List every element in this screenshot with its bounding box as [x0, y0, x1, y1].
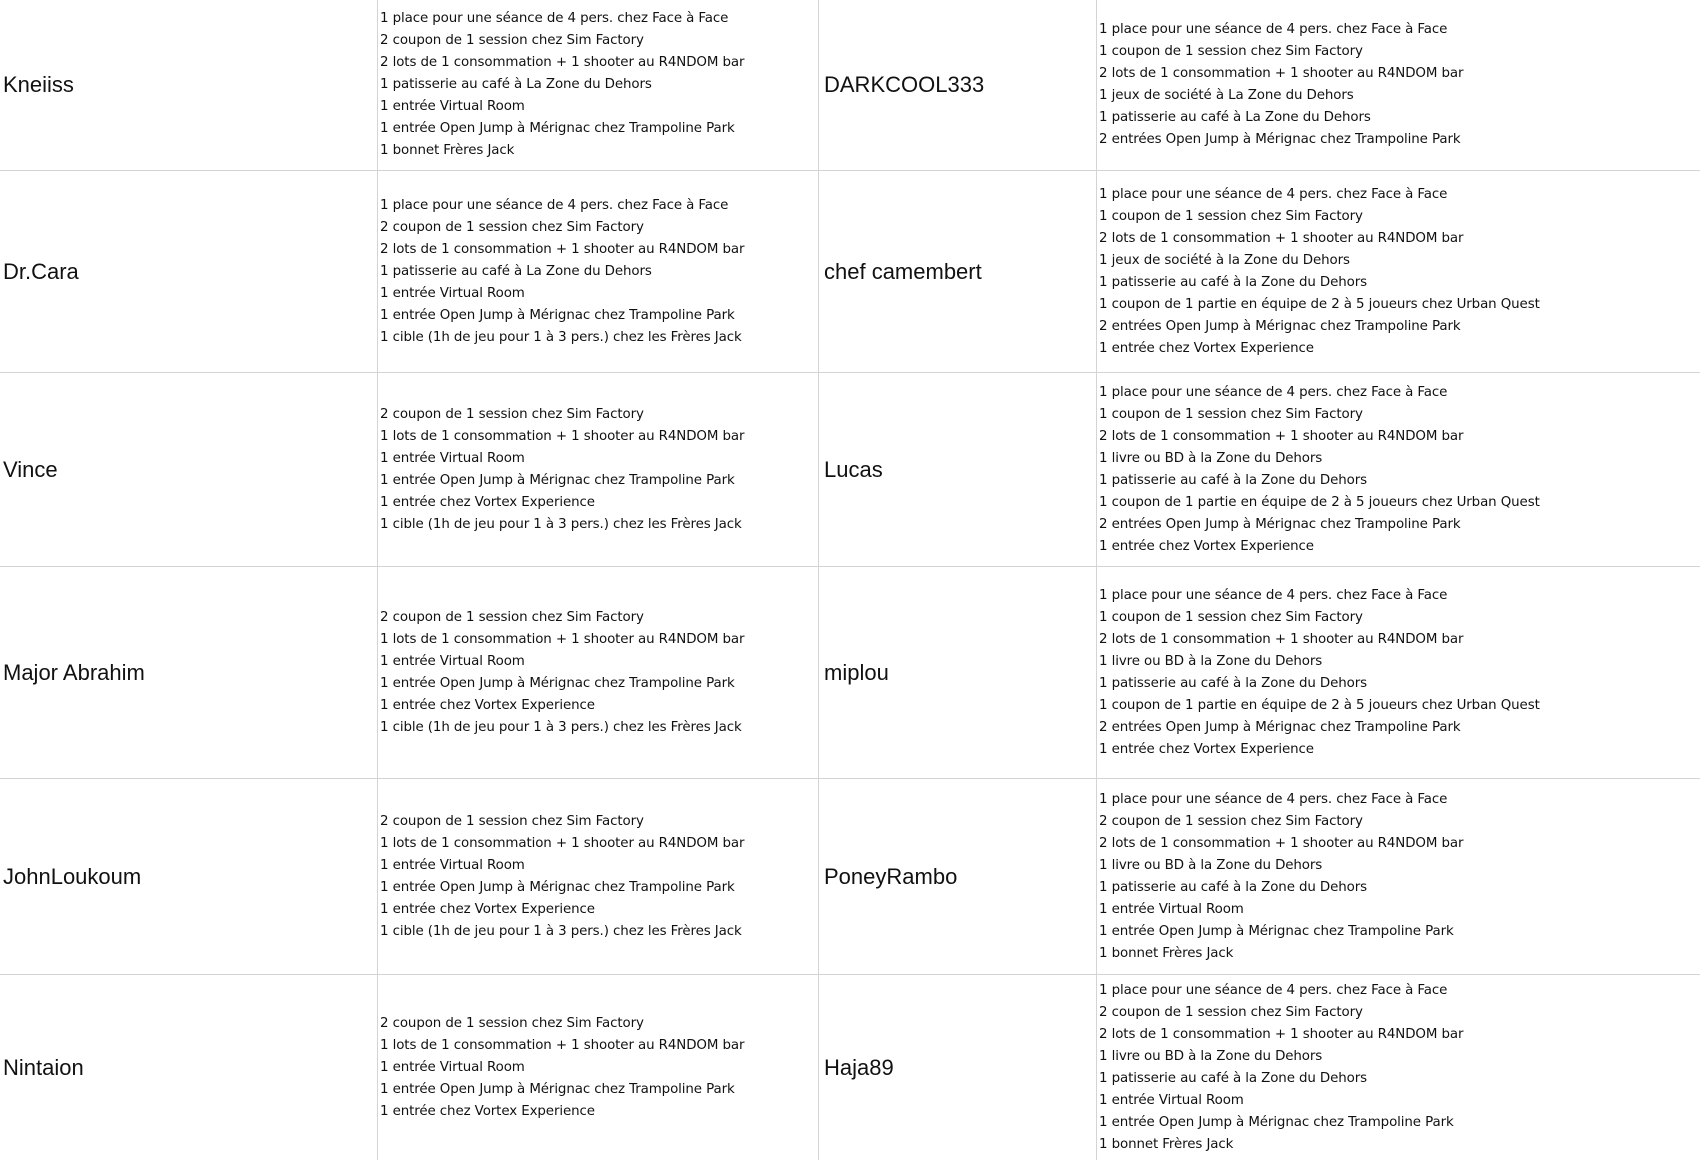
prize-item: 1 livre ou BD à la Zone du Dehors — [1099, 1048, 1323, 1064]
column-divider — [818, 779, 819, 974]
prize-item: 1 entrée Virtual Room — [380, 1059, 525, 1075]
prize-list — [1099, 19, 1463, 151]
prize-item: 1 entrée Virtual Room — [1099, 1092, 1244, 1108]
prize-item: 1 entrée Virtual Room — [380, 857, 525, 873]
prize-item: 1 patisserie au café à la Zone du Dehors — [1099, 879, 1368, 895]
prize-item: 1 lots de 1 consommation + 1 shooter au R4NDOM bar — [380, 1037, 745, 1053]
prize-item: 1 patisserie au café à La Zone du Dehors — [1099, 110, 1371, 125]
prize-item: 1 cible (1h de jeu pour 1 à 3 pers.) chez les Frères Jack — [380, 516, 742, 532]
prize-item: 1 coupon de 1 session chez Sim Factory — [1099, 208, 1363, 224]
prize-item: 2 lots de 1 consommation + 1 shooter au R4NDOM bar — [1099, 835, 1464, 851]
prize-item: 1 entrée chez Vortex Experience — [380, 697, 595, 713]
column-divider — [377, 975, 378, 1160]
prize-item: 1 coupon de 1 session chez Sim Factory — [1099, 609, 1363, 625]
prize-item: 1 patisserie au café à la Zone du Dehors — [1099, 1070, 1368, 1086]
player-name: JohnLoukoum — [3, 863, 142, 889]
column-divider — [818, 975, 819, 1160]
prize-list — [1099, 184, 1540, 360]
column-divider — [1096, 779, 1097, 974]
prize-item: 1 place pour une séance de 4 pers. chez Face à Face — [380, 11, 729, 26]
column-divider — [1096, 373, 1097, 566]
prize-item: 1 patisserie au café à La Zone du Dehors — [380, 77, 652, 92]
prize-item: 1 entrée chez Vortex Experience — [1099, 340, 1314, 356]
table-row — [0, 171, 1700, 373]
prize-item: 2 lots de 1 consommation + 1 shooter au R4NDOM bar — [1099, 230, 1464, 246]
column-divider — [1096, 975, 1097, 1160]
prize-item: 2 lots de 1 consommation + 1 shooter au R4NDOM bar — [1099, 428, 1464, 444]
prize-list — [380, 607, 744, 739]
player-name: Vince — [3, 456, 58, 482]
left-prizes-cell — [380, 975, 815, 1160]
table-row — [0, 0, 1700, 171]
prize-list — [380, 811, 744, 943]
left-name-cell — [3, 0, 373, 170]
left-prizes-cell — [380, 171, 815, 372]
column-divider — [1096, 171, 1097, 372]
player-name: Dr.Cara — [3, 258, 79, 284]
column-divider — [1096, 567, 1097, 778]
prize-item: 1 cible (1h de jeu pour 1 à 3 pers.) chez les Frères Jack — [380, 329, 742, 345]
prize-item: 1 patisserie au café à la Zone du Dehors — [1099, 675, 1368, 691]
right-name-cell — [824, 567, 1094, 778]
prize-item: 1 jeux de société à la Zone du Dehors — [1099, 252, 1350, 268]
player-name: Major Abrahim — [3, 659, 145, 685]
prize-item: 1 entrée chez Vortex Experience — [380, 1103, 595, 1119]
prize-item: 1 entrée Virtual Room — [380, 653, 525, 669]
table-row — [0, 567, 1700, 779]
player-name: Lucas — [824, 456, 883, 482]
prize-item: 1 entrée Open Jump à Mérignac chez Trampoline Park — [380, 1081, 735, 1097]
prize-item: 2 lots de 1 consommation + 1 shooter au R4NDOM bar — [380, 241, 745, 257]
prize-list — [380, 8, 744, 162]
right-prizes-cell — [1099, 567, 1700, 778]
prize-item: 1 place pour une séance de 4 pers. chez Face à Face — [1099, 587, 1448, 603]
right-prizes-cell — [1099, 779, 1700, 974]
prize-item: 2 coupon de 1 session chez Sim Factory — [380, 813, 644, 829]
prize-item: 1 patisserie au café à la Zone du Dehors — [1099, 274, 1368, 290]
prize-item: 2 coupon de 1 session chez Sim Factory — [380, 219, 644, 235]
prize-list — [380, 1013, 744, 1123]
prize-item: 1 entrée Virtual Room — [380, 450, 525, 466]
prize-item: 1 coupon de 1 partie en équipe de 2 à 5 joueurs chez Urban Quest — [1099, 494, 1540, 510]
prize-item: 2 entrées Open Jump à Mérignac chez Trampoline Park — [1099, 318, 1461, 334]
prize-item: 2 lots de 1 consommation + 1 shooter au R4NDOM bar — [1099, 1026, 1464, 1042]
player-name: Nintaion — [3, 1054, 84, 1080]
table-row — [0, 975, 1700, 1160]
column-divider — [377, 171, 378, 372]
right-name-cell — [824, 0, 1094, 170]
prize-list — [1099, 585, 1540, 761]
prize-item: 1 entrée Open Jump à Mérignac chez Trampoline Park — [380, 307, 735, 323]
prize-item: 1 place pour une séance de 4 pers. chez Face à Face — [1099, 982, 1448, 998]
prize-item: 1 jeux de société à La Zone du Dehors — [1099, 88, 1354, 103]
prize-item: 1 entrée Virtual Room — [380, 99, 525, 114]
table-row — [0, 779, 1700, 975]
prize-item: 2 entrées Open Jump à Mérignac chez Trampoline Park — [1099, 719, 1461, 735]
prize-item: 1 cible (1h de jeu pour 1 à 3 pers.) chez les Frères Jack — [380, 719, 742, 735]
prize-item: 2 coupon de 1 session chez Sim Factory — [380, 1015, 644, 1031]
prize-item: 1 place pour une séance de 4 pers. chez Face à Face — [1099, 384, 1448, 400]
prize-item: 1 place pour une séance de 4 pers. chez Face à Face — [380, 197, 729, 213]
prize-item: 1 bonnet Frères Jack — [380, 143, 515, 158]
player-name: Kneiiss — [3, 72, 74, 97]
column-divider — [818, 171, 819, 372]
right-name-cell — [824, 171, 1094, 372]
right-prizes-cell — [1099, 373, 1700, 566]
left-prizes-cell — [380, 373, 815, 566]
prize-item: 1 lots de 1 consommation + 1 shooter au R4NDOM bar — [380, 428, 745, 444]
prize-item: 2 lots de 1 consommation + 1 shooter au R4NDOM bar — [1099, 631, 1464, 647]
prize-item: 2 lots de 1 consommation + 1 shooter au R4NDOM bar — [1099, 66, 1464, 81]
column-divider — [377, 567, 378, 778]
prize-item: 1 patisserie au café à la Zone du Dehors — [1099, 472, 1368, 488]
prize-item: 1 livre ou BD à la Zone du Dehors — [1099, 450, 1323, 466]
prize-list — [1099, 382, 1540, 558]
right-name-cell — [824, 373, 1094, 566]
left-name-cell — [3, 779, 373, 974]
prize-item: 2 entrées Open Jump à Mérignac chez Trampoline Park — [1099, 516, 1461, 532]
column-divider — [1096, 0, 1097, 170]
prize-list — [1099, 980, 1463, 1156]
left-name-cell — [3, 171, 373, 372]
player-name: DARKCOOL333 — [824, 72, 985, 97]
player-name: PoneyRambo — [824, 863, 958, 889]
prize-item: 1 place pour une séance de 4 pers. chez Face à Face — [1099, 791, 1448, 807]
right-prizes-cell — [1099, 0, 1700, 170]
prize-item: 1 bonnet Frères Jack — [1099, 945, 1234, 961]
prize-list — [380, 195, 744, 349]
right-name-cell — [824, 779, 1094, 974]
left-prizes-cell — [380, 0, 815, 170]
prize-item: 2 coupon de 1 session chez Sim Factory — [380, 609, 644, 625]
prize-list — [380, 404, 744, 536]
prize-item: 1 entrée Open Jump à Mérignac chez Trampoline Park — [380, 879, 735, 895]
prize-item: 1 place pour une séance de 4 pers. chez Face à Face — [1099, 186, 1448, 202]
prize-item: 1 bonnet Frères Jack — [1099, 1136, 1234, 1152]
prize-item: 1 livre ou BD à la Zone du Dehors — [1099, 857, 1323, 873]
prize-item: 1 coupon de 1 session chez Sim Factory — [1099, 44, 1363, 59]
prize-item: 2 lots de 1 consommation + 1 shooter au R4NDOM bar — [380, 55, 745, 70]
prize-item: 1 entrée Open Jump à Mérignac chez Trampoline Park — [380, 472, 735, 488]
prize-item: 1 coupon de 1 partie en équipe de 2 à 5 joueurs chez Urban Quest — [1099, 296, 1540, 312]
prize-item: 1 entrée Open Jump à Mérignac chez Trampoline Park — [380, 675, 735, 691]
prize-item: 1 entrée Virtual Room — [380, 285, 525, 301]
prize-item: 2 entrées Open Jump à Mérignac chez Trampoline Park — [1099, 132, 1461, 147]
prize-item: 1 entrée chez Vortex Experience — [380, 901, 595, 917]
left-prizes-cell — [380, 567, 815, 778]
prize-item: 2 coupon de 1 session chez Sim Factory — [380, 406, 644, 422]
column-divider — [818, 567, 819, 778]
column-divider — [377, 373, 378, 566]
column-divider — [377, 779, 378, 974]
prize-item: 1 entrée chez Vortex Experience — [380, 494, 595, 510]
left-name-cell — [3, 373, 373, 566]
prize-item: 1 patisserie au café à La Zone du Dehors — [380, 263, 652, 279]
player-name: miplou — [824, 659, 889, 685]
prize-item: 1 lots de 1 consommation + 1 shooter au R4NDOM bar — [380, 835, 745, 851]
right-prizes-cell — [1099, 171, 1700, 372]
prize-item: 1 entrée Open Jump à Mérignac chez Trampoline Park — [1099, 923, 1454, 939]
player-name: chef camembert — [824, 258, 982, 284]
column-divider — [818, 0, 819, 170]
prize-item: 1 entrée Open Jump à Mérignac chez Trampoline Park — [380, 121, 735, 136]
prize-item: 1 place pour une séance de 4 pers. chez Face à Face — [1099, 22, 1448, 37]
prize-item: 2 coupon de 1 session chez Sim Factory — [1099, 1004, 1363, 1020]
left-name-cell — [3, 567, 373, 778]
prize-item: 1 coupon de 1 partie en équipe de 2 à 5 joueurs chez Urban Quest — [1099, 697, 1540, 713]
prize-item: 2 coupon de 1 session chez Sim Factory — [380, 33, 644, 48]
prize-item: 2 coupon de 1 session chez Sim Factory — [1099, 813, 1363, 829]
left-name-cell — [3, 975, 373, 1160]
prize-item: 1 cible (1h de jeu pour 1 à 3 pers.) chez les Frères Jack — [380, 923, 742, 939]
left-prizes-cell — [380, 779, 815, 974]
prize-item: 1 entrée chez Vortex Experience — [1099, 538, 1314, 554]
column-divider — [377, 0, 378, 170]
prize-item: 1 entrée Open Jump à Mérignac chez Trampoline Park — [1099, 1114, 1454, 1130]
prize-item: 1 entrée Virtual Room — [1099, 901, 1244, 917]
right-prizes-cell — [1099, 975, 1700, 1160]
prize-item: 1 coupon de 1 session chez Sim Factory — [1099, 406, 1363, 422]
prize-item: 1 lots de 1 consommation + 1 shooter au R4NDOM bar — [380, 631, 745, 647]
prize-list — [1099, 789, 1463, 965]
table-row — [0, 373, 1700, 567]
column-divider — [818, 373, 819, 566]
prize-item: 1 livre ou BD à la Zone du Dehors — [1099, 653, 1323, 669]
prize-item: 1 entrée chez Vortex Experience — [1099, 741, 1314, 757]
right-name-cell — [824, 975, 1094, 1160]
player-name: Haja89 — [824, 1054, 894, 1080]
